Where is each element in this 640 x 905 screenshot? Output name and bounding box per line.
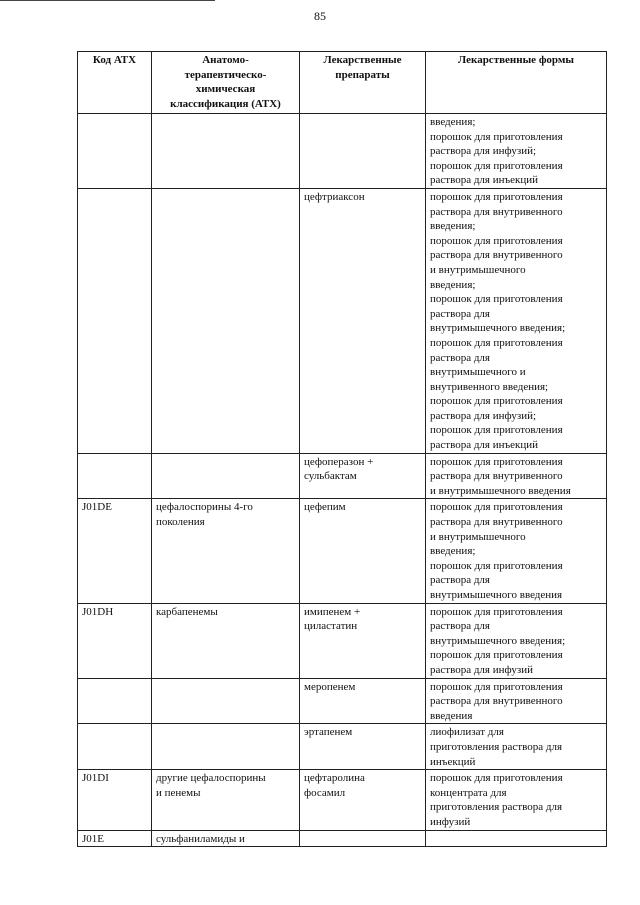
atx-code-cell <box>78 499 152 603</box>
header-classification: Анатомо- терапевтическо- химическая классификация (АТХ) <box>152 52 300 114</box>
cell-line: и внутримышечного <box>430 530 526 543</box>
dosage-forms-cell <box>426 114 607 189</box>
classification-cell <box>152 770 300 830</box>
cell-line: раствора для <box>430 574 490 587</box>
cell-line: сульфаниламиды и <box>156 832 245 845</box>
cell-line: цефалоспорины 4-го <box>156 501 253 514</box>
drug-cell <box>300 499 426 603</box>
cell-line: введения; <box>430 220 476 233</box>
drug-cell <box>300 453 426 499</box>
table-row <box>78 188 607 453</box>
cell-line: раствора для <box>430 620 490 633</box>
header-code: Код АТХ <box>78 52 152 114</box>
header-drugs: Лекарственные препараты <box>300 52 426 114</box>
cell-line: порошок для приготовления <box>430 336 563 349</box>
atx-table <box>77 51 607 847</box>
cell-line: введения <box>430 709 473 722</box>
drug-cell <box>300 770 426 830</box>
cell-line: другие цефалоспорины <box>156 772 266 785</box>
table-row <box>78 830 607 847</box>
cell-line: порошок для приготовления <box>430 649 563 662</box>
cell-line: раствора для внутривенного <box>430 470 563 483</box>
atx-code-cell <box>78 770 152 830</box>
drug-cell <box>300 678 426 724</box>
atx-code-cell <box>78 453 152 499</box>
classification-cell <box>152 678 300 724</box>
classification-cell <box>152 830 300 847</box>
atx-code-cell <box>78 678 152 724</box>
cell-line: карбапенемы <box>156 605 218 618</box>
cell-line: раствора для <box>430 307 490 320</box>
cell-line: и внутримышечного <box>430 263 526 276</box>
classification-cell <box>152 453 300 499</box>
cell-line: цефтаролина <box>304 772 365 785</box>
table-row <box>78 770 607 830</box>
cell-line: раствора для внутривенного <box>430 205 563 218</box>
page-number: 85 <box>314 9 326 23</box>
cell-line: раствора для внутривенного <box>430 695 563 708</box>
table-row <box>78 114 607 189</box>
header-row <box>78 52 607 114</box>
cell-line: внутримышечного и <box>430 366 526 379</box>
atx-code-cell <box>78 603 152 678</box>
dosage-forms-cell <box>426 499 607 603</box>
dosage-forms-cell <box>426 678 607 724</box>
cell-line: цефепим <box>304 501 346 514</box>
classification-cell <box>152 499 300 603</box>
cell-line: раствора для инъекций <box>430 439 539 452</box>
cell-line: раствора для <box>430 351 490 364</box>
dosage-forms-cell <box>426 770 607 830</box>
cell-line: порошок для приготовления <box>430 680 563 693</box>
dosage-forms-cell <box>426 188 607 453</box>
cell-line: внутримышечного введения; <box>430 322 566 335</box>
cell-line: раствора для инфузий; <box>430 409 537 422</box>
cell-line: внутримышечного введения; <box>430 634 566 647</box>
cell-line: фосамил <box>304 786 346 799</box>
cell-line: порошок для приготовления <box>430 159 563 172</box>
dosage-forms-cell <box>426 603 607 678</box>
cell-line: раствора для инфузий; <box>430 145 537 158</box>
cell-line: поколения <box>156 516 205 529</box>
cell-line: лиофилизат для <box>430 726 504 739</box>
cell-line: введения; <box>430 278 476 291</box>
cell-line: порошок для приготовления <box>430 455 563 468</box>
cell-line: J01DH <box>82 605 114 618</box>
cell-line: порошок для приготовления <box>430 559 563 572</box>
classification-cell <box>152 603 300 678</box>
cell-line: приготовления раствора для <box>430 801 562 814</box>
cell-line: раствора для внутривенного <box>430 249 563 262</box>
cell-line: порошок для приготовления <box>430 293 563 306</box>
cell-line: концентрата для <box>430 786 507 799</box>
cell-line: раствора для инъекций <box>430 174 539 187</box>
table-row <box>78 499 607 603</box>
dosage-forms-cell <box>426 724 607 770</box>
atx-code-cell <box>78 830 152 847</box>
cell-line: J01DE <box>82 501 112 514</box>
drug-cell <box>300 603 426 678</box>
classification-cell <box>152 114 300 189</box>
cell-line: раствора для инфузий <box>430 663 533 676</box>
dosage-forms-cell <box>426 453 607 499</box>
cell-line: введения; <box>430 116 476 128</box>
table-row <box>78 603 607 678</box>
cell-line: цефтриаксон <box>304 190 365 203</box>
cell-line: приготовления раствора для <box>430 740 562 753</box>
table-row <box>78 678 607 724</box>
atx-code-cell <box>78 114 152 189</box>
atx-code-cell <box>78 188 152 453</box>
drug-cell <box>300 830 426 847</box>
table-row <box>78 724 607 770</box>
cell-line: внутримышечного введения <box>430 589 563 601</box>
cell-line: внутривенного введения; <box>430 380 549 393</box>
cell-line: сульбактам <box>304 470 357 483</box>
cell-line: раствора для внутривенного <box>430 516 563 529</box>
cell-line: меропенем <box>304 680 356 693</box>
cell-line: инфузий <box>430 815 471 828</box>
cell-line: имипенем + <box>304 605 361 618</box>
cell-line: порошок для приготовления <box>430 772 563 785</box>
cell-line: J01E <box>82 832 104 845</box>
header-forms: Лекарственные формы <box>426 52 607 114</box>
table-row <box>78 453 607 499</box>
cell-line: и внутримышечного введения <box>430 484 571 497</box>
drug-cell <box>300 188 426 453</box>
drug-cell <box>300 114 426 189</box>
cell-line: и пенемы <box>156 786 201 799</box>
cell-line: порошок для приготовления <box>430 130 563 143</box>
cell-line: порошок для приготовления <box>430 424 563 437</box>
cell-line: порошок для приготовления <box>430 190 563 203</box>
cell-line: J01DI <box>82 772 109 785</box>
cell-line: эртапенем <box>304 726 353 739</box>
cell-line: порошок для приготовления <box>430 501 563 514</box>
atx-code-cell <box>78 724 152 770</box>
cell-line: введения; <box>430 545 476 558</box>
dosage-forms-cell <box>426 830 607 847</box>
cell-line: порошок для приготовления <box>430 234 563 247</box>
classification-cell <box>152 724 300 770</box>
cell-line: циластатин <box>304 620 358 633</box>
cell-line: порошок для приготовления <box>430 605 563 618</box>
cell-line: цефоперазон + <box>304 455 374 468</box>
cell-line: порошок для приготовления <box>430 395 563 408</box>
drug-cell <box>300 724 426 770</box>
cell-line: инъекций <box>430 755 476 768</box>
top-rule <box>0 0 215 1</box>
classification-cell <box>152 188 300 453</box>
